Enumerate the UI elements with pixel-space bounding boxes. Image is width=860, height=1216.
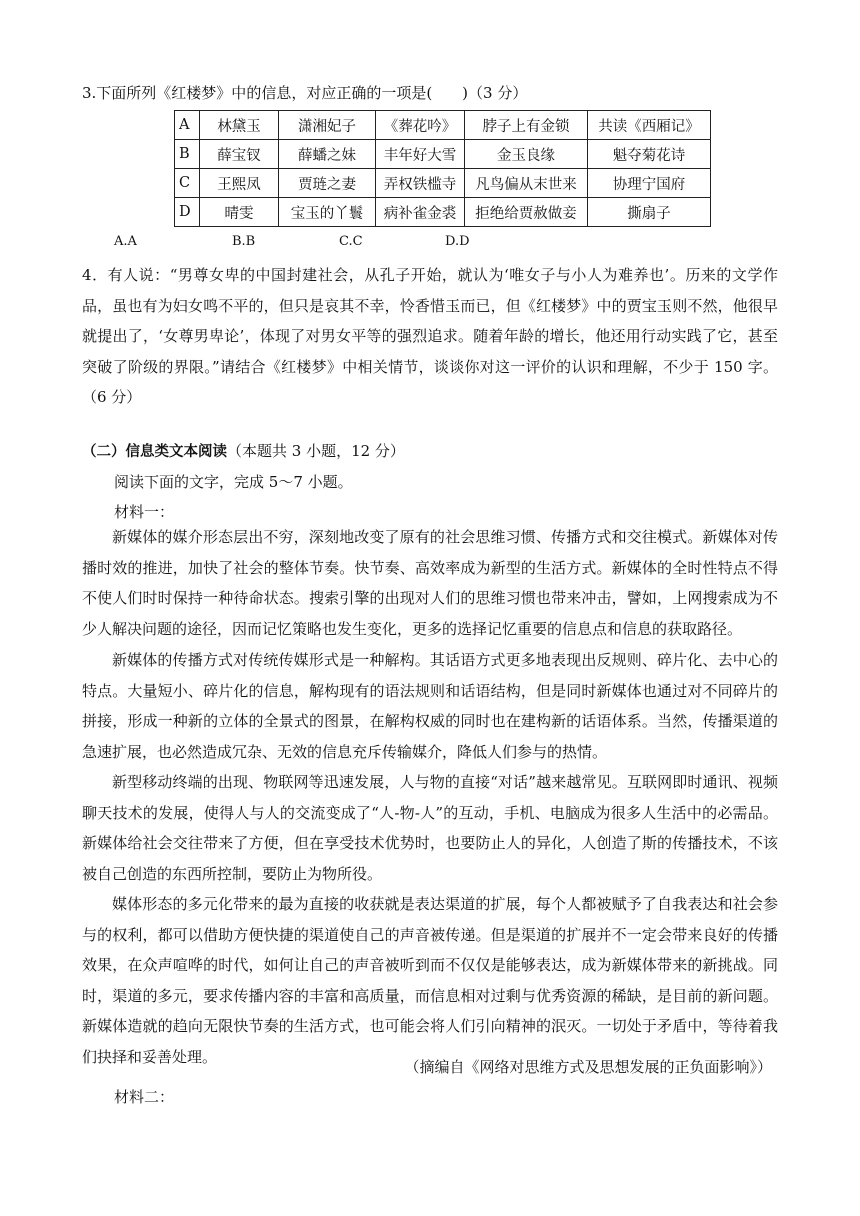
table-cell: 凡鸟偏从末世来 — [465, 169, 588, 198]
table-cell: 弄权铁槛寺 — [376, 169, 465, 198]
table-cell: 脖子上有金锁 — [465, 111, 588, 140]
paragraph: 新型移动终端的出现、物联网等迅速发展，人与物的直接“对话”越来越常见。互联网即时通讯、视频聊天技术的发展，使得人与人的交流变成了“人-物-人”的互动，手机、电脑成为很多人生活中的必需品。新媒体给社会交往带来了方便，但在享受技术优势时，也要防止人的异化，人创造了斯的传播技术，不该被自己创造的东西所控制，要防止为物所役。 — [82, 773, 778, 883]
table-cell: 《葬花吟》 — [376, 111, 465, 140]
question-4-text: 4．有人说：“男尊女卑的中国封建社会，从孔子开始，就认为‘唯女子与小人为难养也’。历来的文学作品，虽也有为妇女鸣不平的，但只是哀其不幸，怜香惜玉而已，但《红楼梦》中的贾宝玉则不然，他很早就提出了，‘女尊男卑论’，体现了对男女平等的强烈追求。随着年龄的增长，他还用行动实践了它，甚至突破了阶级的界限。”请结合《红楼梦》中相关情节，谈谈你对这一评价的认识和理解，不少于 150 字。（6 分） — [82, 266, 778, 407]
table-cell: 晴雯 — [200, 198, 279, 227]
question-3-stem: 3.下面所列《红楼梦》中的信息，对应正确的一项是( )（3 分） — [82, 84, 528, 102]
material-1-label: 材料一： — [114, 503, 175, 521]
reading-instruction: 阅读下面的文字，完成 5～7 小题。 — [114, 473, 353, 491]
material-2-label: 材料二： — [114, 1088, 175, 1106]
section-title-bold: （二）信息类文本阅读 — [82, 444, 227, 460]
row-key: A — [175, 111, 200, 140]
table-cell: 王熙凤 — [200, 169, 279, 198]
paragraph: 新媒体的传播方式对传统传媒形式是一种解构。其话语方式更多地表现出反规则、碎片化、去中心的特点。大量短小、碎片化的信息，解构现有的语法规则和话语结构，但是同时新媒体也通过对不同碎片的拼接，形成一种新的立体的全景式的图景，在解构权威的同时也在建构新的话语体系。当然，传播渠道的急速扩展，也必然造成冗杂、无效的信息充斥传输媒介，降低人们参与的热情。 — [82, 651, 778, 761]
table-cell: 薛宝钗 — [200, 140, 279, 169]
table-cell: 撕扇子 — [588, 198, 711, 227]
table-cell: 薛蟠之妹 — [279, 140, 376, 169]
table-cell: 宝玉的丫鬟 — [279, 198, 376, 227]
choice-a[interactable]: A.A — [114, 234, 137, 249]
table-cell: 金玉良缘 — [465, 140, 588, 169]
table-row — [175, 140, 711, 169]
section-title — [82, 440, 405, 461]
table-cell: 共读《西厢记》 — [588, 111, 711, 140]
section-title-rest: （本题共 3 小题，12 分） — [227, 442, 405, 460]
table-cell: 潇湘妃子 — [279, 111, 376, 140]
choice-b[interactable]: B.B — [232, 234, 256, 249]
question-3-options-table — [174, 110, 711, 227]
table-cell: 魁夺菊花诗 — [588, 140, 711, 169]
table-row — [175, 198, 711, 227]
table-cell: 病补雀金裘 — [376, 198, 465, 227]
source-citation: （摘编自《网络对思维方式及思想发展的正负面影响》） — [404, 1058, 772, 1076]
table-cell: 贾琏之妻 — [279, 169, 376, 198]
row-key: D — [175, 198, 200, 227]
paragraph: 新媒体的媒介形态层出不穷，深刻地改变了原有的社会思维习惯、传播方式和交往模式。新媒体对传播时效的推进，加快了社会的整体节奏。快节奏、高效率成为新型的生活方式。新媒体的全时性特点不得不使人们时时保持一种待命状态。搜索引擎的出现对人们的思维习惯也带来冲击，譬如，上网搜索成为不少人解决问题的途径，因而记忆策略也发生变化，更多的选择记忆重要的信息点和信息的获取路径。 — [82, 528, 778, 638]
table-cell: 拒绝给贾赦做妾 — [465, 198, 588, 227]
paragraph: 媒体形态的多元化带来的最为直接的收获就是表达渠道的扩展，每个人都被赋予了自我表达和社会参与的权利，都可以借助方便快捷的渠道使自己的声音被传递。但是渠道的扩展并不一定会带来良好的传播效果，在众声喧哗的时代，如何让自己的声音被听到而不仅仅是能够表达，成为新媒体带来的新挑战。同时，渠道的多元，要求传播内容的丰富和高质量，而信息相对过剩与优秀资源的稀缺，是目前的新问题。新媒体造就的趋向无限快节奏的生活方式，也可能会将人们引向精神的泯灭。一切处于矛盾中，等待着我们抉择和妥善处理。 — [82, 895, 778, 1066]
row-key: C — [175, 169, 200, 198]
table-row — [175, 111, 711, 140]
table-cell: 丰年好大雪 — [376, 140, 465, 169]
table-row — [175, 169, 711, 198]
choice-c[interactable]: C.C — [339, 234, 363, 249]
table-cell: 林黛玉 — [200, 111, 279, 140]
row-key: B — [175, 140, 200, 169]
choice-d[interactable]: D.D — [445, 234, 470, 249]
table-cell: 协理宁国府 — [588, 169, 711, 198]
